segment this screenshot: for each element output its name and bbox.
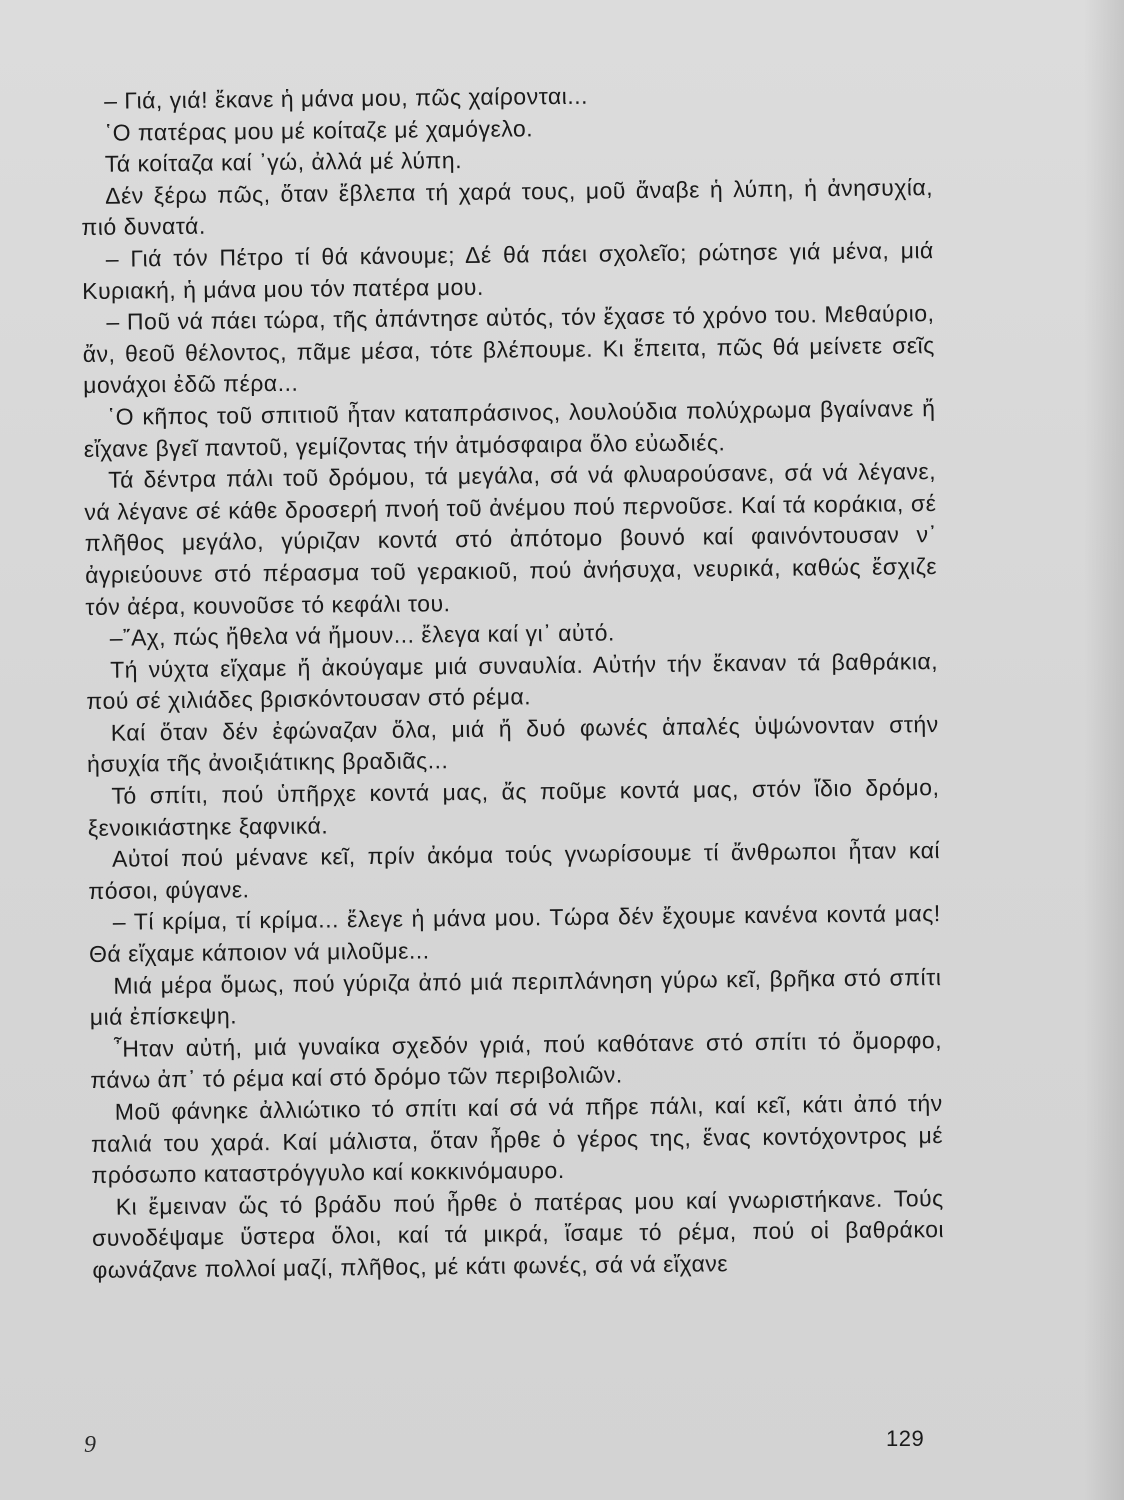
paragraph: – Γιά, γιά! ἔκανε ἡ μάνα μου, πῶς χαίρονται... — [104, 82, 589, 114]
signature-mark: 9 — [84, 1432, 96, 1458]
paragraph: ῾Ο κῆπος τοῦ σπιτιοῦ ἦταν καταπράσινος, λουλούδια πολύχρωμα βγαίνανε ἤ εἴχανε βγεῖ παντοῦ, γεμίζοντας τήν ἀτμόσφαιρα ὅλο εὐωδιές. — [83, 394, 936, 462]
paragraph: – Γιά τόν Πέτρο τί θά κάνουμε; Δέ θά πάει σχολεῖο; ρώτησε γιά μένα, μιά Κυριακή, ἡ μάνα μου τόν πατέρα μου. — [82, 237, 934, 304]
paragraph: Δέν ξέρω πῶς, ὅταν ἔβλεπα τή χαρά τους, μοῦ ἄναβε ἡ λύπη, ἡ ἀνησυχία, πιό δυνατά. — [81, 173, 934, 241]
paragraph: –῎Αχ, πώς ἤθελα νά ἤμουν... ἔλεγα καί γι᾿ αὐτό. — [109, 619, 615, 651]
paragraph: – Τί κρίμα, τί κρίμα... ἔλεγε ἡ μάνα μου. Τώρα δέν ἔχουμε κανένα κοντά μας! Θά εἴχαμε κάποιον νά μιλοῦμε... — [88, 900, 941, 967]
paragraph: Αὐτοί πού μένανε κεῖ, πρίν ἀκόμα τούς γνωρίσουμε τί ἄνθρωποι ἦταν καί πόσοι, φύγανε. — [88, 837, 941, 904]
paragraph: – Ποῦ νά πάει τώρα, τῆς ἀπάντησε αὐτός, τόν ἔχασε τό χρόνο του. Μεθαύριο, ἄν, θεοῦ θέλοντος, πᾶμε μέσα, τότε βλέπουμε. Κι ἔπειτα, πῶς θά μείνετε σεῖς μονάχοι ἐδῶ πέρα... — [82, 300, 935, 399]
page-edge-shadow — [1084, 0, 1124, 1500]
paragraph: ῾Ο πατέρας μου μέ κοίταζε μέ χαμόγελο. — [104, 114, 534, 146]
paragraph: Καί ὅταν δέν ἐφώναζαν ὅλα, μιά ἤ δυό φωνές ἁπαλές ὑψώνονταν στήν ἡσυχία τῆς ἀνοιξιάτικης βραδιᾶς... — [86, 710, 939, 778]
page-number: 129 — [886, 1426, 925, 1451]
paragraph: Τά δέντρα πάλι τοῦ δρόμου, τά μεγάλα, σά νά φλυαρούσανε, σά νά λέγανε, νά λέγανε σέ κάθε δροσερή πνοή τοῦ ἀνέμου πού περνοῦσε. Καί τά κοράκια, σέ πλῆθος μεγάλο, γύριζαν κοντά στό ἀπότομο βουνό καί φαινόντουσαν ν᾿ ἀγριεύουνε στό πέρασμα τοῦ γερακιοῦ, πού ἀνήσυχα, νευρικά, καθώς ἔσχιζε τόν ἀέρα, κουνοῦσε τό κεφάλι του. — [84, 458, 938, 620]
paragraph: Μιά μέρα ὅμως, πού γύριζα ἀπό μιά περιπλάνηση γύρω κεῖ, βρῆκα στό σπίτι μιά ἐπίσκεψη. — [89, 963, 942, 1031]
paragraph: Τά κοίταζα καί ᾿γώ, ἀλλά μέ λύπη. — [104, 147, 463, 177]
paragraph: Μοῦ φάνηκε ἀλλιώτικο τό σπίτι καί σά νά πῆρε πάλι, καί κεῖ, κάτι ἀπό τήν παλιά του χαρά. Καί μάλιστα, ὅταν ἦρθε ὁ γέρος της, ἕνας κοντόχοντρος μέ πρόσωπο καταστρόγγυλο καί κοκκινόμαυρο. — [90, 1090, 944, 1189]
paragraph: Κι ἔμειναν ὥς τό βράδυ πού ἦρθε ὁ πατέρας μου καί γνωριστήκανε. Τούς συνοδέψαμε ὕστερα ὅλοι, καί τά μικρά, ἴσαμε τό ρέμα, πού οἱ βαθράκοι φωνάζανε πολλοί μαζί, πλῆθος, μέ κάτι φωνές, σά νά εἴχανε — [91, 1184, 945, 1283]
paragraph: Τό σπίτι, πού ὑπῆρχε κοντά μας, ἄς ποῦμε κοντά μας, στόν ἴδιο δρόμο, ξενοικιάστηκε ξαφνικά. — [87, 774, 940, 841]
paragraph: Τή νύχτα εἴχαμε ἤ ἀκούγαμε μιά συναυλία. Αὐτήν τήν ἔκαναν τά βαθράκια, πού σέ χιλιάδες βρισκόντουσαν στό ρέμα. — [86, 647, 939, 715]
body-text — [80, 77, 945, 1286]
paragraph: ῏Ηταν αὐτή, μιά γυναίκα σχεδόν γριά, πού καθότανε στό σπίτι τό ὄμορφο, πάνω ἀπ᾿ τό ρέμα καί στό δρόμο τῶν περιβολιῶν. — [90, 1026, 943, 1094]
